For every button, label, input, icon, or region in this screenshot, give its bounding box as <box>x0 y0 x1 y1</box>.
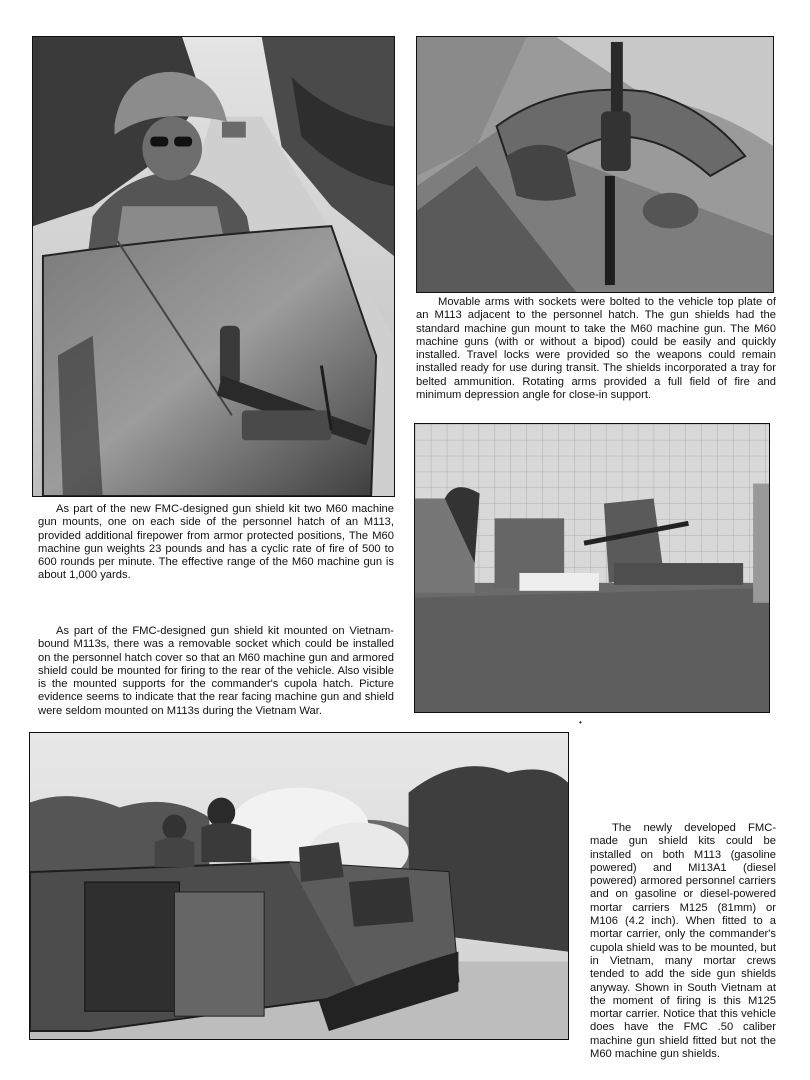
photo-rear-gun-shield <box>414 423 770 713</box>
caption-mortar-carrier: The newly developed FMC-made gun shield kits could be installed on both M113 (gasoline powered) and MI13A1 (diesel powered) armored personnel carriers and on gasoline or diesel-powered mortar carriers M125 (81mm) or M106 (4.2 inch). When fitted to a mortar carrier, only the commander's cupola shield was to be mounted, but in Vietnam, many mortar crews tended to add the side gun shields anyway. Shown in South Vietnam at the moment of firing is this M125 mortar carrier. Notice that this vehicle does have the FMC .50 caliber machine gun shield fitted but not the M60 machine gun shields. <box>590 822 776 1061</box>
caption-rear-socket: As part of the FMC-designed gun shield kit mounted on Vietnam-bound M113s, there was a removable socket which could be installed on the personnel hatch cover so that an M60 machine gun and armored shield could be mounted for firing to the rear of the vehicle. Also visible is the mounted supports for the commander's cupola hatch. Picture evidence seems to indicate that the rear facing machine gun and shield were seldom mounted on M113s during the Vietnam War. <box>38 625 394 717</box>
photo-mortar-carrier <box>29 732 569 1040</box>
photo-gun-mount-closeup <box>416 36 774 293</box>
caption-gun-mount: Movable arms with sockets were bolted to the vehicle top plate of an M113 adjacent to the personnel hatch. The gun shields had the standard machine gun mount to take the M60 machine gun. The M60 machine guns (with or without a bipod) could be easily and quickly installed. Travel locks were provided so the weapons could remain installed ready for use during transit. The shields incorporated a tray for belted ammunition. Rotating arms provided a full field of fire and minimum depression angle for close-in support. <box>416 296 776 402</box>
caption-m60-mounts: As part of the new FMC-designed gun shield kit two M60 machine gun mounts, one on each side of the personnel hatch of an M113, provided additional firepower from armor protected positions, The M60 machine gun weights 23 pounds and has a cyclic rate of fire of 500 to 600 rounds per minute. The effective range of the M60 machine gun is about 1,000 yards. <box>38 503 394 582</box>
photo-soldier-gun-shield <box>32 36 395 497</box>
page-dot: • <box>579 718 582 727</box>
